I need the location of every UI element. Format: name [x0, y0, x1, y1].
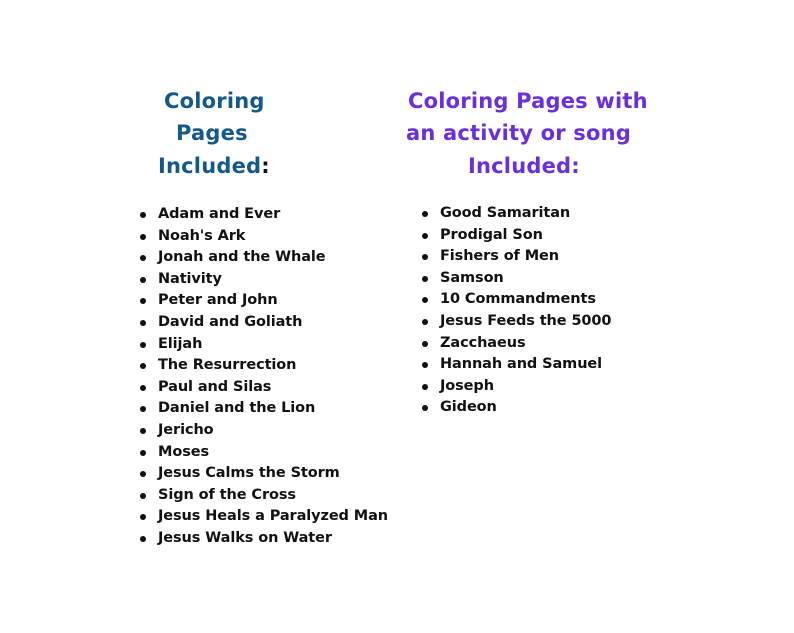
- left-heading-line-3: [158, 150, 270, 182]
- list-item: Joseph: [422, 376, 611, 398]
- list-item: Jesus Walks on Water: [140, 528, 388, 550]
- right-heading-line-2: an activity or song: [406, 121, 632, 145]
- list-item: 10 Commandments: [422, 289, 611, 311]
- list-item: Fishers of Men: [422, 246, 611, 268]
- list-item: Zacchaeus: [422, 333, 611, 355]
- list-item: Moses: [140, 442, 388, 464]
- list-item: Good Samaritan: [422, 203, 611, 225]
- right-item-list: [422, 203, 611, 419]
- list-item: Gideon: [422, 397, 611, 419]
- list-item: Noah's Ark: [140, 226, 388, 248]
- list-item: Peter and John: [140, 290, 388, 312]
- list-item: Samson: [422, 268, 611, 290]
- list-item: Jesus Calms the Storm: [140, 463, 388, 485]
- list-item: Sign of the Cross: [140, 485, 388, 507]
- left-heading-line-3-text: Included: [158, 154, 262, 178]
- list-item: The Resurrection: [140, 355, 388, 377]
- right-heading-line-3: Included:: [468, 154, 580, 178]
- list-item: Jesus Feeds the 5000: [422, 311, 611, 333]
- left-heading-colon: :: [261, 154, 270, 178]
- left-heading-line-2: Pages: [176, 121, 248, 145]
- list-item: David and Goliath: [140, 312, 388, 334]
- list-item: Jonah and the Whale: [140, 247, 388, 269]
- right-heading-line-1: Coloring Pages with: [408, 89, 648, 113]
- list-item: Nativity: [140, 269, 388, 291]
- list-item: Prodigal Son: [422, 225, 611, 247]
- list-item: Daniel and the Lion: [140, 398, 388, 420]
- list-item: Jericho: [140, 420, 388, 442]
- list-item: Elijah: [140, 334, 388, 356]
- list-item: Paul and Silas: [140, 377, 388, 399]
- list-item: Jesus Heals a Paralyzed Man: [140, 506, 388, 528]
- left-heading-line-1: Coloring: [164, 89, 265, 113]
- list-item: Hannah and Samuel: [422, 354, 611, 376]
- list-item: Adam and Ever: [140, 204, 388, 226]
- left-item-list: [140, 204, 388, 550]
